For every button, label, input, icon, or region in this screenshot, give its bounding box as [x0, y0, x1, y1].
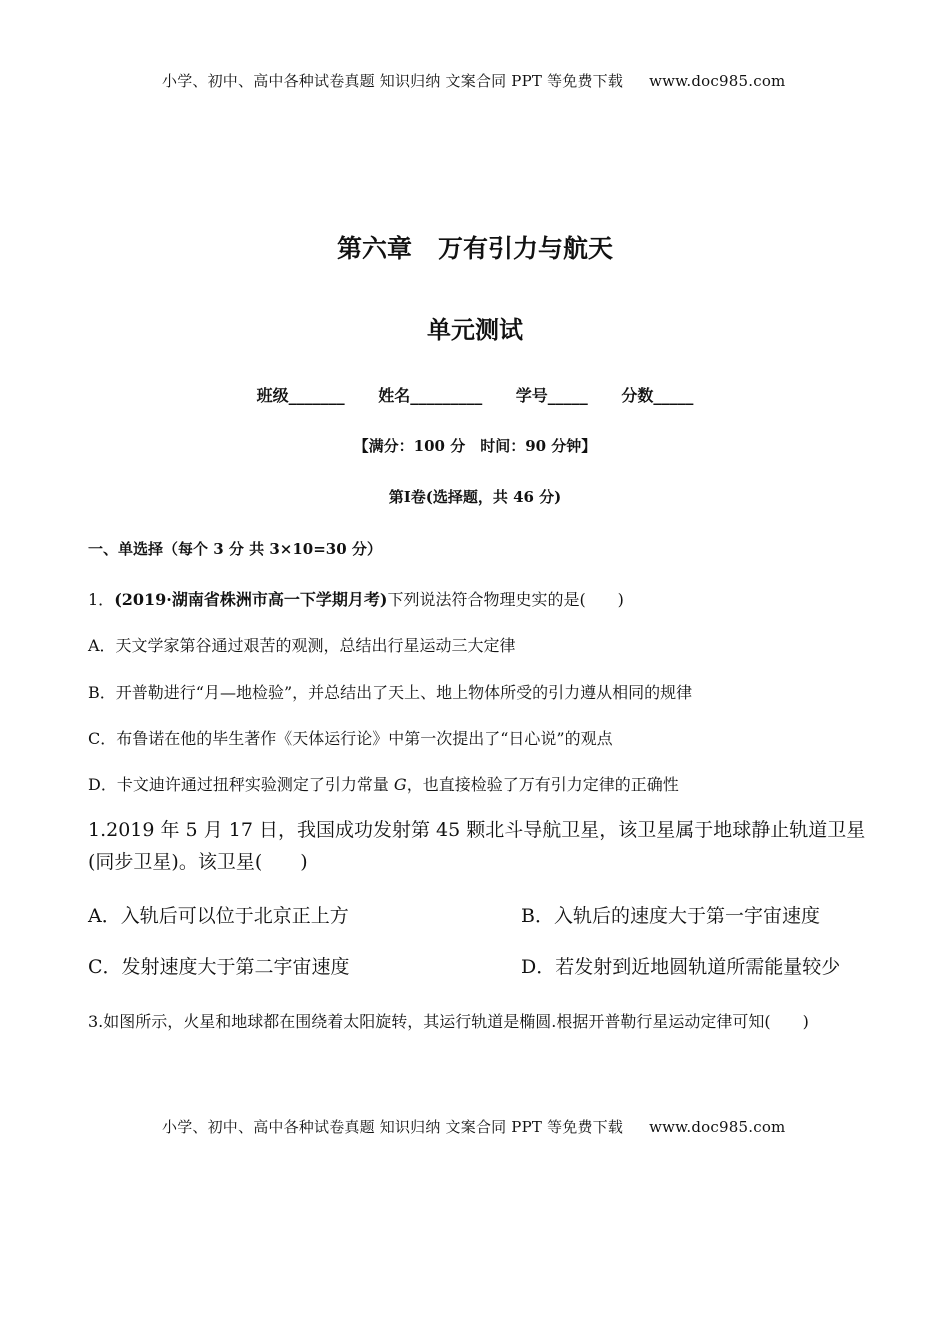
chapter-number: 第六章	[336, 234, 412, 263]
page-subtitle: 单元测试	[427, 315, 523, 344]
student-info-row	[0, 383, 950, 406]
class-field[interactable]: 班级_______	[256, 386, 345, 405]
option-d-text-end: ，也直接检验了万有引力定律的正确性	[406, 775, 679, 794]
exam-info: 【满分：100 分 时间：90 分钟】	[353, 437, 597, 455]
footer-url[interactable]: www.doc985.com	[649, 1118, 786, 1136]
option-d-text: D．卡文迪许通过扭秤实验测定了引力常量	[88, 775, 394, 794]
question-source: (2019·湖南省株洲市高一下学期月考)	[114, 590, 388, 609]
page-header	[162, 70, 785, 91]
gravity-constant-symbol: G	[393, 775, 407, 794]
question-2-option-b[interactable]: B．入轨后的速度大于第一宇宙速度	[521, 905, 820, 927]
number-field[interactable]: 学号_____	[515, 386, 588, 405]
score-field[interactable]: 分数_____	[621, 386, 694, 405]
question-2-option-d[interactable]: D．若发射到近地圆轨道所需能量较少	[521, 956, 841, 978]
question-1-option-d[interactable]	[88, 772, 679, 795]
question-text: 下列说法符合物理史实的是( )	[387, 590, 624, 609]
volume-heading: 第Ⅰ卷(选择题，共 46 分)	[388, 488, 562, 506]
header-text: 小学、初中、高中各种试卷真题 知识归纳 文案合同 PPT 等免费下载	[162, 72, 624, 90]
chapter-name: 万有引力与航天	[438, 234, 614, 263]
name-field[interactable]: 姓名_________	[378, 386, 483, 405]
question-1-option-b[interactable]: B．开普勒进行“月—地检验”，并总结出了天上、地上物体所受的引力遵从相同的规律	[88, 683, 693, 702]
question-2-stem: 1.2019 年 5 月 17 日，我国成功发射第 45 颗北斗导航卫星，该卫星属于地球静止轨道卫星(同步卫星)。该卫星( )	[88, 819, 866, 873]
question-2-option-c[interactable]: C．发射速度大于第二宇宙速度	[88, 956, 350, 978]
chapter-title	[0, 229, 950, 265]
question-2-option-a[interactable]: A．入轨后可以位于北京正上方	[88, 905, 349, 927]
question-1-option-c[interactable]: C．布鲁诺在他的毕生著作《天体运行论》中第一次提出了“日心说”的观点	[88, 729, 613, 748]
section-heading: 一、单选择（每个 3 分 共 3×10=30 分）	[88, 540, 382, 558]
question-number: 1．	[88, 590, 115, 609]
question-1-stem	[88, 587, 624, 610]
header-url[interactable]: www.doc985.com	[649, 72, 786, 90]
page-footer	[162, 1116, 785, 1137]
question-1-option-a[interactable]: A．天文学家第谷通过艰苦的观测，总结出行星运动三大定律	[88, 636, 516, 655]
footer-text: 小学、初中、高中各种试卷真题 知识归纳 文案合同 PPT 等免费下载	[162, 1118, 624, 1136]
question-3-stem: 3.如图所示，火星和地球都在围绕着太阳旋转，其运行轨道是椭圆.根据开普勒行星运动定律可知( )	[88, 1012, 809, 1031]
